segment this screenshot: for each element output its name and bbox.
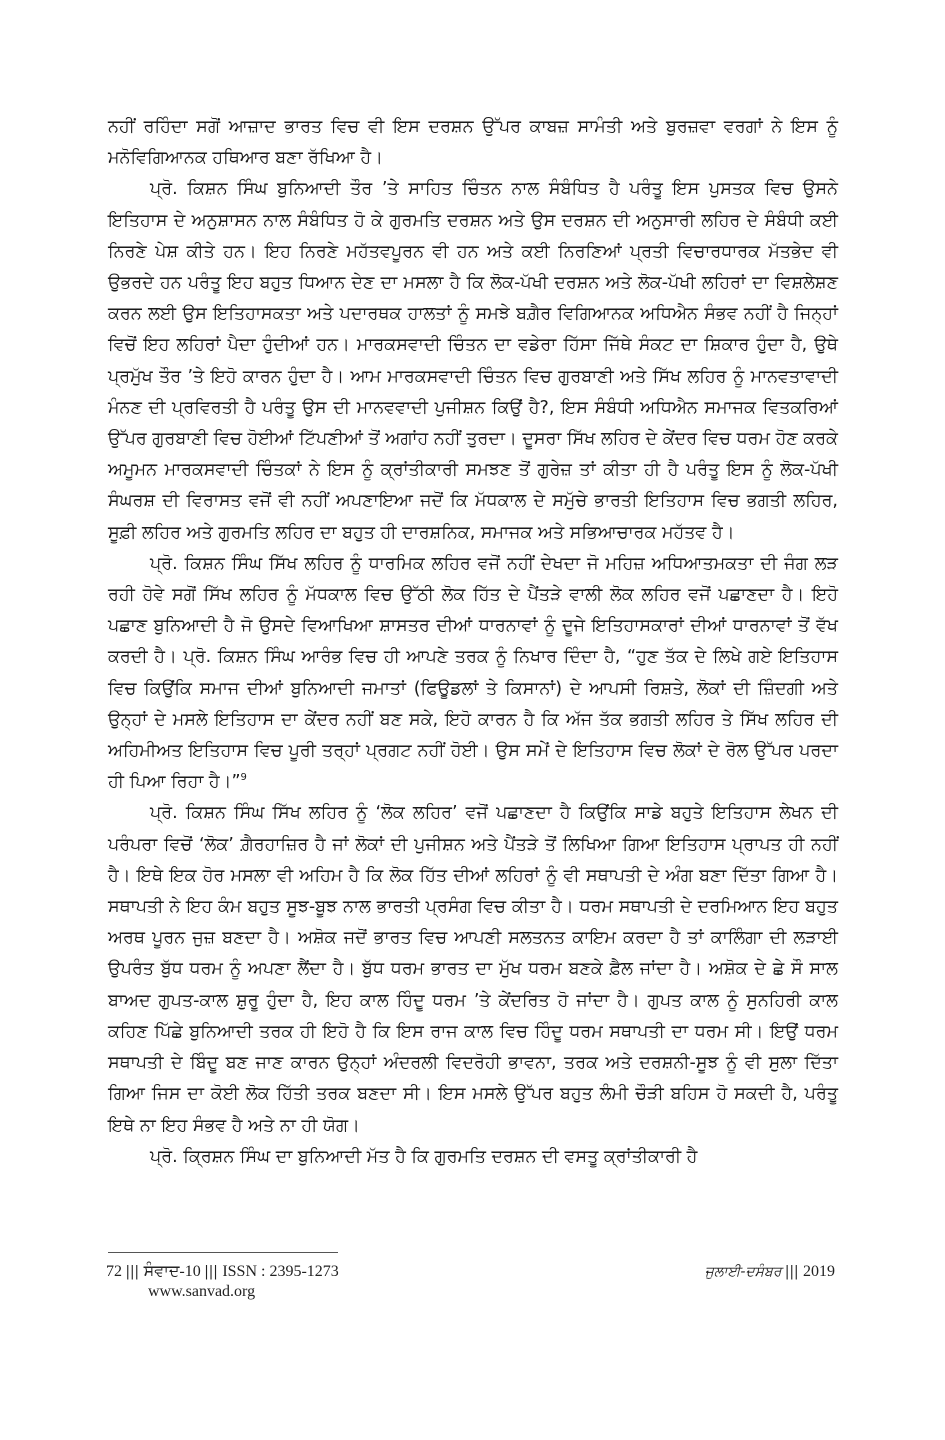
- paragraph-5: ਪ੍ਰੋ. ਕ੍ਰਿਸ਼ਨ ਸਿੰਘ ਦਾ ਬੁਨਿਆਦੀ ਮੱਤ ਹੈ ਕਿ ਗੁਰਮਤਿ ਦਰਸ਼ਨ ਦੀ ਵਸਤੂ ਕ੍ਰਾਂਤੀਕਾਰੀ ਹੈ: [150, 1146, 698, 1167]
- paragraph-3: [108, 549, 838, 799]
- footnote-marker[interactable]: 9: [240, 772, 247, 784]
- paragraph-3-text: ਪ੍ਰੋ. ਕਿਸ਼ਨ ਸਿੰਘ ਸਿੱਖ ਲਹਿਰ ਨੂੰ ਧਾਰਮਿਕ ਲਹਿਰ ਵਜੋਂ ਨਹੀਂ ਦੇਖਦਾ ਜੋ ਮਹਿਜ਼ ਅਧਿਆਤਮਕਤਾ ਦੀ ਜੰਗ ਲੜ ਰਹੀ ਹੋਵੇ ਸਗੋਂ ਸਿੱਖ ਲਹਿਰ ਨੂੰ ਮੱਧਕਾਲ ਵਿਚ ਉੱਠੀ ਲੋਕ ਹਿੱਤ ਦੇ ਪੈਂਤੜੇ ਵਾਲੀ ਲੋਕ ਲਹਿਰ ਵਜੋਂ ਪਛਾਣਦਾ ਹੈ। ਇਹੋ ਪਛਾਣ ਬੁਨਿਆਦੀ ਹੈ ਜੋ ਉਸਦੇ ਵਿਆਖਿਆ ਸ਼ਾਸਤਰ ਦੀਆਂ ਧਾਰਨਾਵਾਂ ਨੂੰ ਦੂਜੇ ਇਤਿਹਾਸਕਾਰਾਂ ਦੀਆਂ ਧਾਰਨਾਵਾਂ ਤੋਂ ਵੱਖ ਕਰਦੀ ਹੈ। ਪ੍ਰੋ. ਕਿਸ਼ਨ ਸਿੰਘ ਆਰੰਭ ਵਿਚ ਹੀ ਆਪਣੇ ਤਰਕ ਨੂੰ ਨਿਖਾਰ ਦਿੰਦਾ ਹੈ, “ਹੁਣ ਤੱਕ ਦੇ ਲਿਖੇ ਗਏ ਇਤਿਹਾਸ ਵਿਚ ਕਿਉਂਕਿ ਸਮਾਜ ਦੀਆਂ ਬੁਨਿਆਦੀ ਜਮਾਤਾਂ (ਫਿਊਡਲਾਂ ਤੇ ਕਿਸਾਨਾਂ) ਦੇ ਆਪਸੀ ਰਿਸ਼ਤੇ, ਲੋਕਾਂ ਦੀ ਜ਼ਿੰਦਗੀ ਅਤੇ ਉਨ੍ਹਾਂ ਦੇ ਮਸਲੇ ਇਤਿਹਾਸ ਦਾ ਕੇਂਦਰ ਨਹੀਂ ਬਣ ਸਕੇ, ਇਹੋ ਕਾਰਨ ਹੈ ਕਿ ਅੱਜ ਤੱਕ ਭਗਤੀ ਲਹਿਰ ਤੇ ਸਿੱਖ ਲਹਿਰ ਦੀ ਅਹਿਮੀਅਤ ਇਤਿਹਾਸ ਵਿਚ ਪੂਰੀ ਤਰ੍ਹਾਂ ਪ੍ਰਗਟ ਨਹੀਂ ਹੋਈ। ਉਸ ਸਮੇਂ ਦੇ ਇਤਿਹਾਸ ਵਿਚ ਲੋਕਾਂ ਦੇ ਰੋਲ ਉੱਪਰ ਪਰਦਾ ਹੀ ਪਿਆ ਰਿਹਾ ਹੈ।”: [108, 553, 838, 793]
- footer-rule: [108, 1252, 338, 1253]
- article-body: [108, 112, 838, 1173]
- footer-separator: |||: [204, 1263, 219, 1280]
- issue-period: ਜੁਲਾਈ-ਦਸੰਬਰ: [704, 1264, 782, 1280]
- footer-left: [106, 1262, 339, 1302]
- page-number: 72: [106, 1263, 122, 1280]
- paragraph-1: ਨਹੀਂ ਰਹਿੰਦਾ ਸਗੋਂ ਆਜ਼ਾਦ ਭਾਰਤ ਵਿਚ ਵੀ ਇਸ ਦਰਸ਼ਨ ਉੱਪਰ ਕਾਬਜ਼ ਸਾਮੰਤੀ ਅਤੇ ਬੁਰਜ਼ਵਾ ਵਰਗਾਂ ਨੇ ਇਸ ਨੂੰ ਮਨੋਵਿਗਿਆਨਕ ਹਥਿਆਰ ਬਣਾ ਰੱਖਿਆ ਹੈ।: [108, 117, 838, 169]
- issue-year: 2019: [803, 1263, 835, 1280]
- journal-name: ਸੰਵਾਦ-10: [143, 1263, 201, 1280]
- footer-separator: |||: [126, 1263, 140, 1280]
- footer-right: [705, 1262, 835, 1282]
- paragraph-4: ਪ੍ਰੋ. ਕਿਸ਼ਨ ਸਿੰਘ ਸਿੱਖ ਲਹਿਰ ਨੂੰ ‘ਲੋਕ ਲਹਿਰ’ ਵਜੋਂ ਪਛਾਣਦਾ ਹੈ ਕਿਉਂਕਿ ਸਾਡੇ ਬਹੁਤੇ ਇਤਿਹਾਸ ਲੇਖਨ ਦੀ ਪਰੰਪਰਾ ਵਿਚੋਂ ‘ਲੋਕ’ ਗ਼ੈਰਹਾਜ਼ਿਰ ਹੈ ਜਾਂ ਲੋਕਾਂ ਦੀ ਪੁਜੀਸ਼ਨ ਅਤੇ ਪੈਂਤੜੇ ਤੋਂ ਲਿਖਿਆ ਗਿਆ ਇਤਿਹਾਸ ਪ੍ਰਾਪਤ ਹੀ ਨਹੀਂ ਹੈ। ਇਥੇ ਇਕ ਹੋਰ ਮਸਲਾ ਵੀ ਅਹਿਮ ਹੈ ਕਿ ਲੋਕ ਹਿੱਤ ਦੀਆਂ ਲਹਿਰਾਂ ਨੂੰ ਵੀ ਸਥਾਪਤੀ ਦੇ ਅੰਗ ਬਣਾ ਦਿੱਤਾ ਗਿਆ ਹੈ। ਸਥਾਪਤੀ ਨੇ ਇਹ ਕੰਮ ਬਹੁਤ ਸੂਝ-ਬੂਝ ਨਾਲ ਭਾਰਤੀ ਪ੍ਰਸੰਗ ਵਿਚ ਕੀਤਾ ਹੈ। ਧਰਮ ਸਥਾਪਤੀ ਦੇ ਦਰਮਿਆਨ ਇਹ ਬਹੁਤ ਅਰਥ ਪੂਰਨ ਜੁਜ਼ ਬਣਦਾ ਹੈ। ਅਸ਼ੋਕ ਜਦੋਂ ਭਾਰਤ ਵਿਚ ਆਪਣੀ ਸਲਤਨਤ ਕਾਇਮ ਕਰਦਾ ਹੈ ਤਾਂ ਕਾਲਿੰਗਾ ਦੀ ਲੜਾਈ ਉਪਰੰਤ ਬੁੱਧ ਧਰਮ ਨੂੰ ਅਪਣਾ ਲੈਂਦਾ ਹੈ। ਬੁੱਧ ਧਰਮ ਭਾਰਤ ਦਾ ਮੁੱਖ ਧਰਮ ਬਣਕੇ ਫ਼ੈਲ ਜਾਂਦਾ ਹੈ। ਅਸ਼ੋਕ ਦੇ ਛੇ ਸੌ ਸਾਲ ਬਾਅਦ ਗੁਪਤ-ਕਾਲ ਸ਼ੁਰੂ ਹੁੰਦਾ ਹੈ, ਇਹ ਕਾਲ ਹਿੰਦੂ ਧਰਮ ’ਤੇ ਕੇਂਦਰਿਤ ਹੋ ਜਾਂਦਾ ਹੈ। ਗੁਪਤ ਕਾਲ ਨੂੰ ਸੁਨਹਿਰੀ ਕਾਲ ਕਹਿਣ ਪਿੱਛੇ ਬੁਨਿਆਦੀ ਤਰਕ ਹੀ ਇਹੋ ਹੈ ਕਿ ਇਸ ਰਾਜ ਕਾਲ ਵਿਚ ਹਿੰਦੂ ਧਰਮ ਸਥਾਪਤੀ ਦਾ ਧਰਮ ਸੀ। ਇਉਂ ਧਰਮ ਸਥਾਪਤੀ ਦੇ ਬਿੰਦੂ ਬਣ ਜਾਣ ਕਾਰਨ ਉਨ੍ਹਾਂ ਅੰਦਰਲੀ ਵਿਦਰੋਹੀ ਭਾਵਨਾ, ਤਰਕ ਅਤੇ ਦਰਸ਼ਨੀ-ਸੂਝ ਨੂੰ ਵੀ ਸੁਲਾ ਦਿੱਤਾ ਗਿਆ ਜਿਸ ਦਾ ਕੋਈ ਲੋਕ ਹਿੱਤੀ ਤਰਕ ਬਣਦਾ ਸੀ। ਇਸ ਮਸਲੇ ਉੱਪਰ ਬਹੁਤ ਲੰਮੀ ਚੌੜੀ ਬਹਿਸ ਹੋ ਸਕਦੀ ਹੈ, ਪਰੰਤੂ ਇਥੇ ਨਾ ਇਹ ਸੰਭਵ ਹੈ ਅਤੇ ਨਾ ਹੀ ਯੋਗ।: [108, 803, 838, 1136]
- footer-separator: |||: [785, 1263, 799, 1280]
- issn: ISSN : 2395-1273: [222, 1263, 339, 1280]
- paragraph-2: ਪ੍ਰੋ. ਕਿਸ਼ਨ ਸਿੰਘ ਬੁਨਿਆਦੀ ਤੌਰ ’ਤੇ ਸਾਹਿਤ ਚਿੰਤਨ ਨਾਲ ਸੰਬੰਧਿਤ ਹੈ ਪਰੰਤੂ ਇਸ ਪੁਸਤਕ ਵਿਚ ਉਸਨੇ ਇਤਿਹਾਸ ਦੇ ਅਨੁਸ਼ਾਸਨ ਨਾਲ ਸੰਬੰਧਿਤ ਹੋ ਕੇ ਗੁਰਮਤਿ ਦਰਸ਼ਨ ਅਤੇ ਉਸ ਦਰਸ਼ਨ ਦੀ ਅਨੁਸਾਰੀ ਲਹਿਰ ਦੇ ਸੰਬੰਧੀ ਕਈ ਨਿਰਣੇ ਪੇਸ਼ ਕੀਤੇ ਹਨ। ਇਹ ਨਿਰਣੇ ਮਹੱਤਵਪੂਰਨ ਵੀ ਹਨ ਅਤੇ ਕਈ ਨਿਰਣਿਆਂ ਪ੍ਰਤੀ ਵਿਚਾਰਧਾਰਕ ਮੱਤਭੇਦ ਵੀ ਉਭਰਦੇ ਹਨ ਪਰੰਤੂ ਇਹ ਬਹੁਤ ਧਿਆਨ ਦੇਣ ਦਾ ਮਸਲਾ ਹੈ ਕਿ ਲੋਕ-ਪੱਖੀ ਦਰਸ਼ਨ ਅਤੇ ਲੋਕ-ਪੱਖੀ ਲਹਿਰਾਂ ਦਾ ਵਿਸ਼ਲੇਸ਼ਣ ਕਰਨ ਲਈ ਉਸ ਇਤਿਹਾਸਕਤਾ ਅਤੇ ਪਦਾਰਥਕ ਹਾਲਤਾਂ ਨੂੰ ਸਮਝੇ ਬਗ਼ੈਰ ਵਿਗਿਆਨਕ ਅਧਿਐਨ ਸੰਭਵ ਨਹੀਂ ਹੈ ਜਿਨ੍ਹਾਂ ਵਿਚੋਂ ਇਹ ਲਹਿਰਾਂ ਪੈਦਾ ਹੁੰਦੀਆਂ ਹਨ। ਮਾਰਕਸਵਾਦੀ ਚਿੰਤਨ ਦਾ ਵਡੇਰਾ ਹਿੱਸਾ ਜਿੱਥੇ ਸੰਕਟ ਦਾ ਸ਼ਿਕਾਰ ਹੁੰਦਾ ਹੈ, ਉਥੇ ਪ੍ਰਮੁੱਖ ਤੌਰ ’ਤੇ ਇਹੋ ਕਾਰਨ ਹੁੰਦਾ ਹੈ। ਆਮ ਮਾਰਕਸਵਾਦੀ ਚਿੰਤਨ ਵਿਚ ਗੁਰਬਾਣੀ ਅਤੇ ਸਿੱਖ ਲਹਿਰ ਨੂੰ ਮਾਨਵਤਾਵਾਦੀ ਮੰਨਣ ਦੀ ਪ੍ਰਵਿਰਤੀ ਹੈ ਪਰੰਤੂ ਉਸ ਦੀ ਮਾਨਵਵਾਦੀ ਪੁਜੀਸ਼ਨ ਕਿਉਂ ਹੈ?, ਇਸ ਸੰਬੰਧੀ ਅਧਿਐਨ ਸਮਾਜਕ ਵਿਤਕਰਿਆਂ ਉੱਪਰ ਗੁਰਬਾਣੀ ਵਿਚ ਹੋਈਆਂ ਟਿੱਪਣੀਆਂ ਤੋਂ ਅਗਾਂਹ ਨਹੀਂ ਤੁਰਦਾ। ਦੂਸਰਾ ਸਿੱਖ ਲਹਿਰ ਦੇ ਕੇਂਦਰ ਵਿਚ ਧਰਮ ਹੋਣ ਕਰਕੇ ਅਮੂਮਨ ਮਾਰਕਸਵਾਦੀ ਚਿੰਤਕਾਂ ਨੇ ਇਸ ਨੂੰ ਕ੍ਰਾਂਤੀਕਾਰੀ ਸਮਝਣ ਤੋਂ ਗੁਰੇਜ਼ ਤਾਂ ਕੀਤਾ ਹੀ ਹੈ ਪਰੰਤੂ ਇਸ ਨੂੰ ਲੋਕ-ਪੱਖੀ ਸੰਘਰਸ਼ ਦੀ ਵਿਰਾਸਤ ਵਜੋਂ ਵੀ ਨਹੀਂ ਅਪਣਾਇਆ ਜਦੋਂ ਕਿ ਮੱਧਕਾਲ ਦੇ ਸਮੁੱਚੇ ਭਾਰਤੀ ਇਤਿਹਾਸ ਵਿਚ ਭਗਤੀ ਲਹਿਰ, ਸੂਫ਼ੀ ਲਹਿਰ ਅਤੇ ਗੁਰਮਤਿ ਲਹਿਰ ਦਾ ਬਹੁਤ ਹੀ ਦਾਰਸ਼ਨਿਕ, ਸਮਾਜਕ ਅਤੇ ਸਭਿਆਚਾਰਕ ਮਹੱਤਵ ਹੈ।: [108, 179, 838, 543]
- website-link[interactable]: www.sanvad.org: [148, 1283, 256, 1300]
